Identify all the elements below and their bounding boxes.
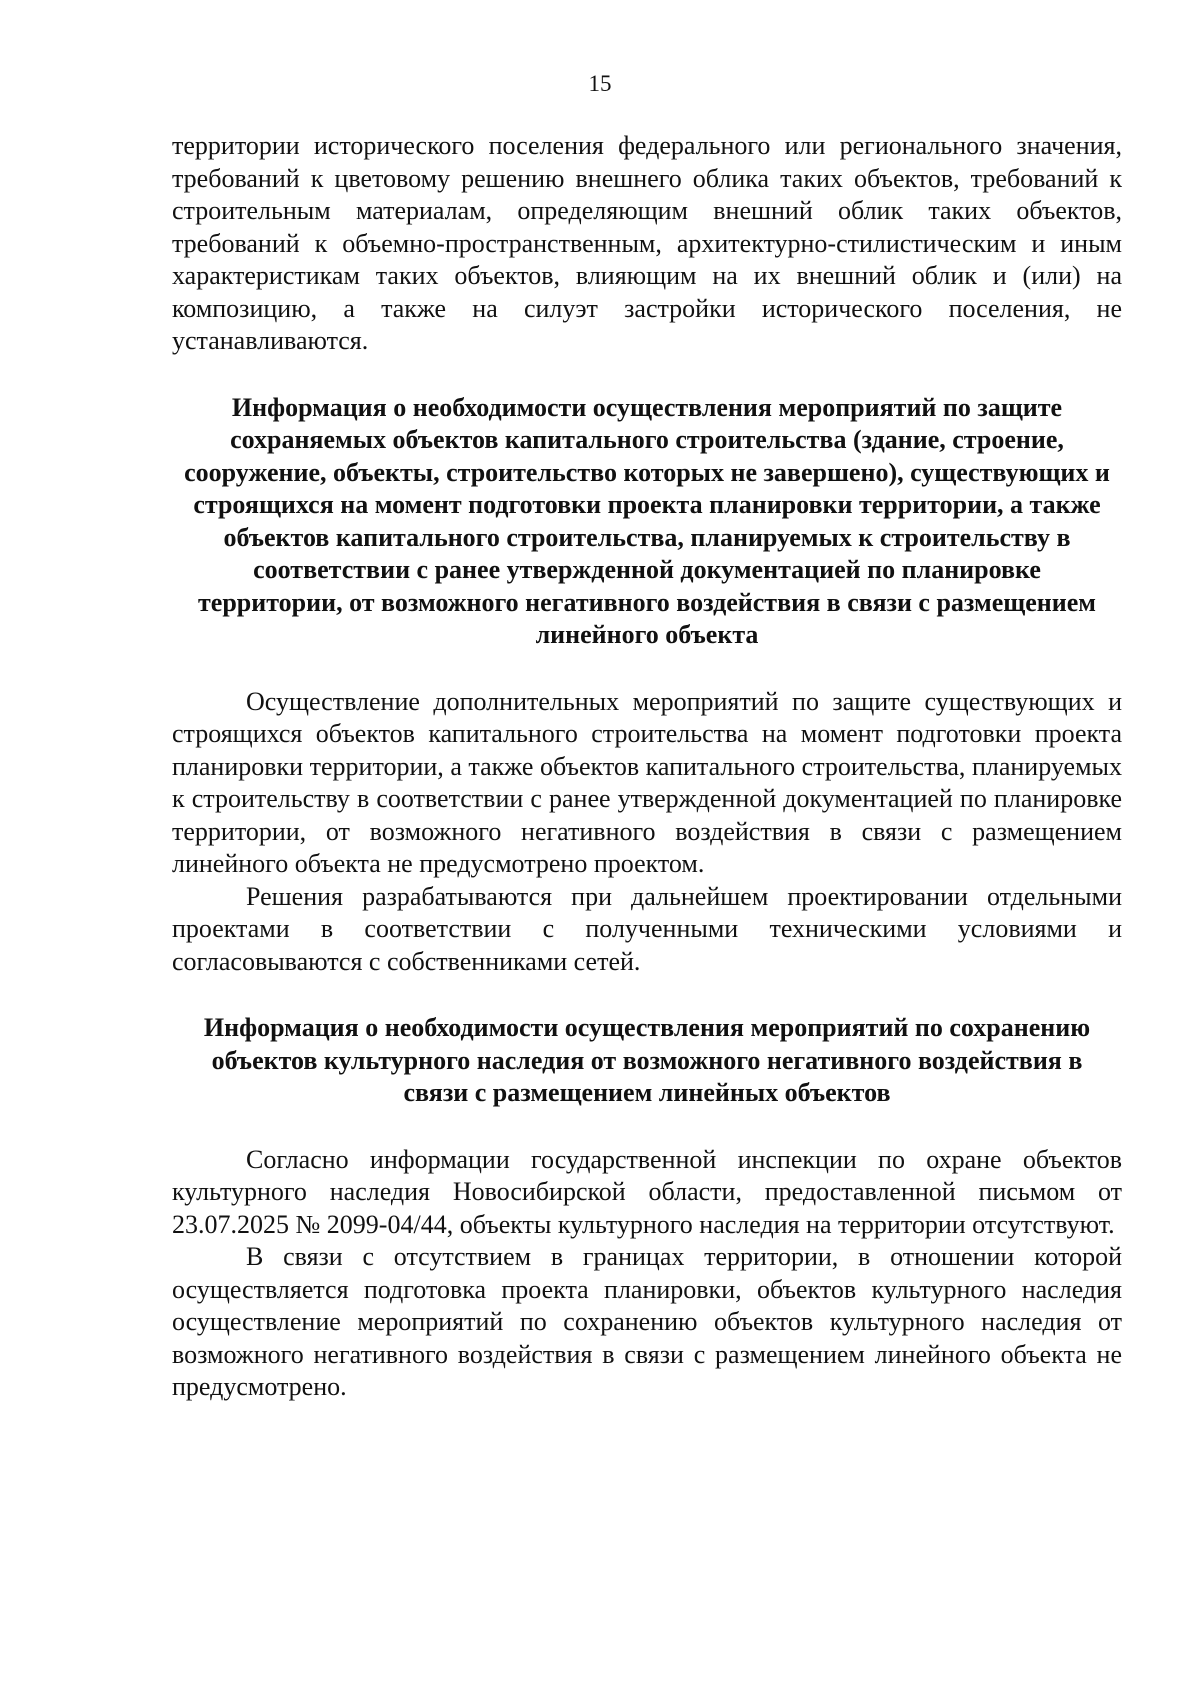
spacer	[172, 978, 1122, 1012]
section-paragraph: Осуществление дополнительных мероприятий по защите существующих и строящихся объектов капитального строительства на момент подготовки проекта планировки территории, а также объектов капитального строительства, планируемых к строительству в соответствии с ранее утвержденной документацией по планировке территории, от возможного негативного воздействия в связи с размещением линейного объекта не предусмотрено проектом.	[172, 686, 1122, 878]
page-number: 15	[588, 71, 612, 96]
section-paragraph: Согласно информации государственной инспекции по охране объектов культурного наследия Новосибирской области, предоставленной письмом от 23.07.2025 № 2099-04/44, объекты культурного наследия на территории отсутствуют.	[172, 1144, 1122, 1239]
section-paragraph: Решения разрабатываются при дальнейшем проектировании отдельными проектами в соответствии с полученными техническими условиями и согласовываются с собственниками сетей.	[172, 881, 1122, 976]
section-heading-cultural-heritage: Информация о необходимости осуществления мероприятий по сохранению объектов культурного наследия от возможного негативного воздействия в связи с размещением линейных объектов	[203, 1013, 1091, 1107]
spacer	[172, 358, 1122, 392]
spacer	[172, 652, 1122, 686]
section-heading-protection: Информация о необходимости осуществления мероприятий по защите сохраняемых объектов капитального строительства (здание, строение, сооружение, объекты, строительство которых не завершено), существующих и строящихся на момент подготовки проекта планировки территории, а также объектов капитального строительства, планируемых к строительству в соответствии с ранее утвержденной документацией по планировке территории, от возможного негативного воздействия в связи с размещением линейного объекта	[184, 392, 1110, 649]
intro-paragraph: территории исторического поселения федерального или регионального значения, требований к цветовому решению внешнего облика таких объектов, требований к строительным материалам, определяющим внешний облик таких объектов, требований к объемно-пространственным, архитектурно-стилистическим и иным характеристикам таких объектов, влияющим на их внешний облик и (или) на композицию, а также на силуэт застройки исторического поселения, не устанавливаются.	[172, 131, 1122, 355]
spacer	[172, 1110, 1122, 1144]
document-body	[172, 130, 1122, 1404]
section-paragraph: В связи с отсутствием в границах территории, в отношении которой осуществляется подготовка проекта планировки, объектов культурного наследия осуществление мероприятий по сохранению объектов культурного наследия от возможного негативного воздействия в связи с размещением линейного объекта не предусмотрено.	[172, 1242, 1122, 1401]
